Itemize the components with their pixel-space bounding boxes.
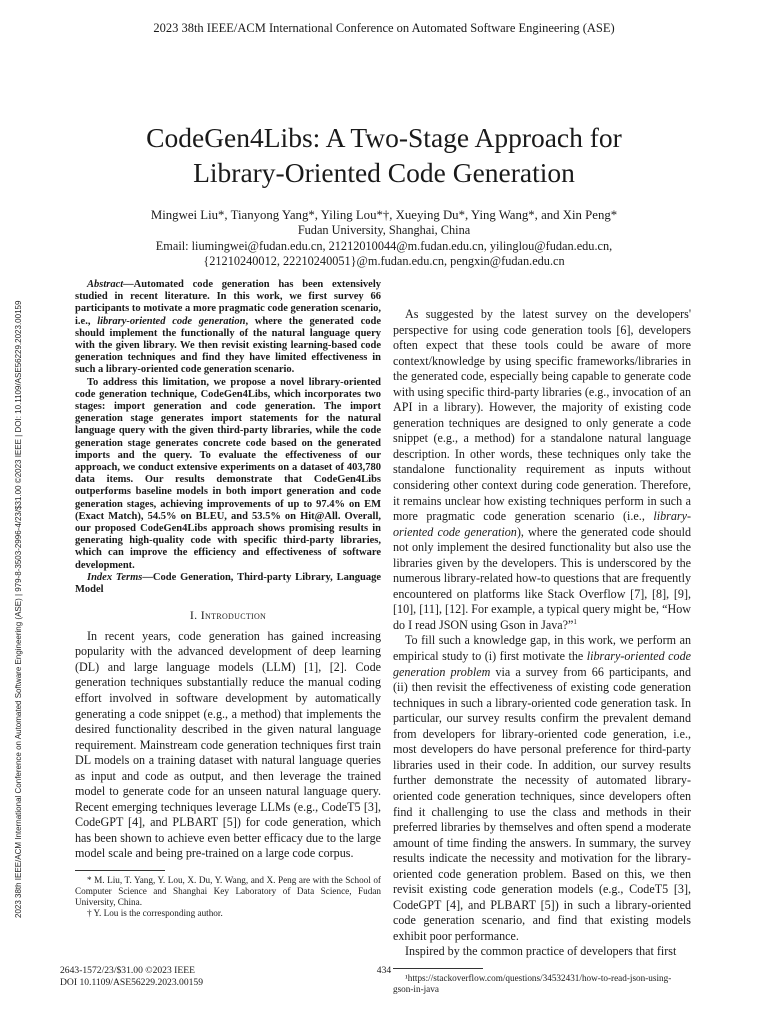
abstract-text-1b: , where the generated code should implement the functionally of the natural language query with the given library. We then revisit existing learning-based code generation techniques and find they have limited effectiveness in such a library-oriented code generation scenario. <box>75 315 381 376</box>
index-terms-label: Index Terms <box>87 571 143 583</box>
title-line-1: CodeGen4Libs: A Two-Stage Approach for <box>146 122 622 153</box>
footnote-affiliation: * M. Liu, T. Yang, Y. Lou, X. Du, Y. Wang, and X. Peng are with the School of Computer Science and Shanghai Key Laboratory of Data Science, Fudan University, China. <box>75 875 381 908</box>
footnote-url[interactable]: ¹https://stackoverflow.com/questions/34532431/how-to-read-json-using-gson-in-java <box>393 972 672 994</box>
url-footnote <box>393 973 691 995</box>
footer-issn: 2643-1572/23/$31.00 ©2023 IEEE <box>60 965 195 976</box>
copyright-sidebar: 2023 38th IEEE/ACM International Conference on Automated Software Engineering (ASE) | 979-8-3503-2996-4/23/$31.00 ©2023 IEEE | DOI: 10.1109/ASE56229.2023.00159 <box>14 300 23 918</box>
author-footnotes <box>75 875 381 919</box>
author-list: Mingwei Liu*, Tianyong Yang*, Yiling Lou*†, Xueying Du*, Ying Wang*, and Xin Peng* <box>150 208 618 222</box>
conference-header: 2023 38th IEEE/ACM International Conference on Automated Software Engineering (ASE) <box>153 21 615 35</box>
right-column <box>393 307 691 995</box>
right-paragraph-2: To fill such a knowledge gap, in this work, we perform an empirical study to (i) first motivate the library-oriented code generation problem via a survey from 66 participants, and (ii) then revisit the effectiveness of existing code generation techniques in such a library-oriented code generation task. In particular, our survey results confirm the prevalent demand from developers for library-oriented code generation, i.e., most developers do have personal preference for third-party libraries used in their code. In addition, our survey results further demonstrate the necessity of automated library-oriented code generation techniques, since developers often find it challenging to use the class and methods in their preferred libraries by themselves and often spend a moderate amount of time finding the answers. In summary, the survey results indicate the necessity and motivation for the library-oriented code generation problem. Based on this, we then revisit existing code generation models (e.g., CodeT5 [3], CodeGPT [4], and PLBART [5]) in such a library-oriented code generation scenario, and find that existing models exhibit poor performance. <box>393 633 692 943</box>
right-term-1: library-oriented code generation <box>393 509 691 539</box>
affiliation: Fudan University, Shanghai, China <box>297 223 471 237</box>
footer-doi: DOI 10.1109/ASE56229.2023.00159 <box>60 976 204 988</box>
intro-paragraph-1: In recent years, code generation has gained increasing popularity with the advanced development of deep learning (DL) and large language models (LLM) [1], [2]. Code generation techniques substantially reduce the manual coding effort involved in software development by automatically generating a code snippet (e.g., a method) that implements the desired functionality described in the given natural language requirement. Mainstream code generation techniques first train DL models on a training dataset with natural language queries as input and code as output, and then leverage the trained model to generate code for an unseen natural language query. Recent emerging techniques leverage LLMs (e.g., CodeT5 [3], CodeGPT [4], and PLBART [5]) for code generation, which has been shown to achieve even better efficacy due to the large model scale and being pre-trained on a large code corpus. <box>75 628 381 861</box>
page-number: 434 <box>376 965 392 976</box>
email-line-1: Email: liumingwei@fudan.edu.cn, 21212010044@m.fudan.edu.cn, yilinglou@fudan.edu.cn, <box>155 238 613 253</box>
right-paragraph-3: Inspired by the common practice of developers that first <box>405 944 677 959</box>
intro-body <box>75 629 381 862</box>
right-term-2: library-oriented code generation problem <box>393 649 691 679</box>
footnote-corresponding: † Y. Lou is the corresponding author. <box>87 908 223 919</box>
paper-title <box>60 120 708 190</box>
abstract <box>75 279 381 596</box>
footnote-rule <box>75 870 165 871</box>
email-line-2: {21210240012, 22210240051}@m.fudan.edu.cn, pengxin@fudan.edu.cn <box>203 254 565 268</box>
abstract-label: Abstract <box>87 279 124 290</box>
left-column <box>75 279 381 919</box>
abstract-term: library-oriented code generation <box>97 315 246 327</box>
index-terms: —Code Generation, Third-party Library, Language Model <box>75 571 381 596</box>
abstract-text-2: To address this limitation, we propose a novel library-oriented code generation technique, CodeGen4Libs, which incorporates two stages: import generation and code generation. The import generation stage generates import statements for the natural language query with the given third-party libraries, while the code generation stage generates concrete code based on the generated imports and the query. To evaluate the effectiveness of our approach, we conduct extensive experiments on a dataset of 403,780 data items. Our results demonstrate that CodeGen4Libs outperforms baseline models in both import generation and code generation stages, achieving improvements of up to 97.4% on EM (Exact Match), 54.5% on BLEU, and 53.5% on Hit@All. Overall, our proposed CodeGen4Libs approach shows promising results in generating high-quality code with specific third-party libraries, which can improve the efficiency and effectiveness of software development. <box>75 376 381 571</box>
abstract-text-1a: —Automated code generation has been extensively studied in recent literature. In this work, we first survey 66 participants to motivate a more pragmatic code generation scenario, i.e., <box>75 279 381 327</box>
footnote-marker: 1 <box>573 617 577 626</box>
section-number: I. <box>189 608 198 623</box>
title-line-2: Library-Oriented Code Generation <box>193 157 575 188</box>
section-heading <box>75 608 381 624</box>
right-paragraph-1: As suggested by the latest survey on the developers' perspective for using code generation tools [6], developers often expect that these tools could be aware of more context/knowledge by using specific frameworks/libraries in the generated code, especially being capable to generate code with using specific third-party libraries (e.g., invocation of an API in a library). However, the majority of existing code generation techniques are designed to only generate a code snippet (e.g., a method) for a standalone natural language description. In other words, these techniques only take the standalone functionality requirement as inputs without considering other context during code generation. Therefore, it remains unclear how existing techniques perform in such a more pragmatic code generation scenario (i.e., library-oriented code generation), where the generated code should not only implement the desired functionality but also use the libraries given by the developers. This is underscored by the numerous library-related how-to questions that are frequently encountered on platforms like Stack Overflow [7], [8], [9], [10], [11], [12]. For example, a typical query might be, “How do I read JSON using Gson in Java?”$^1$ <box>393 307 691 632</box>
section-title: Introduction <box>200 608 267 623</box>
affiliation-block <box>60 223 708 270</box>
